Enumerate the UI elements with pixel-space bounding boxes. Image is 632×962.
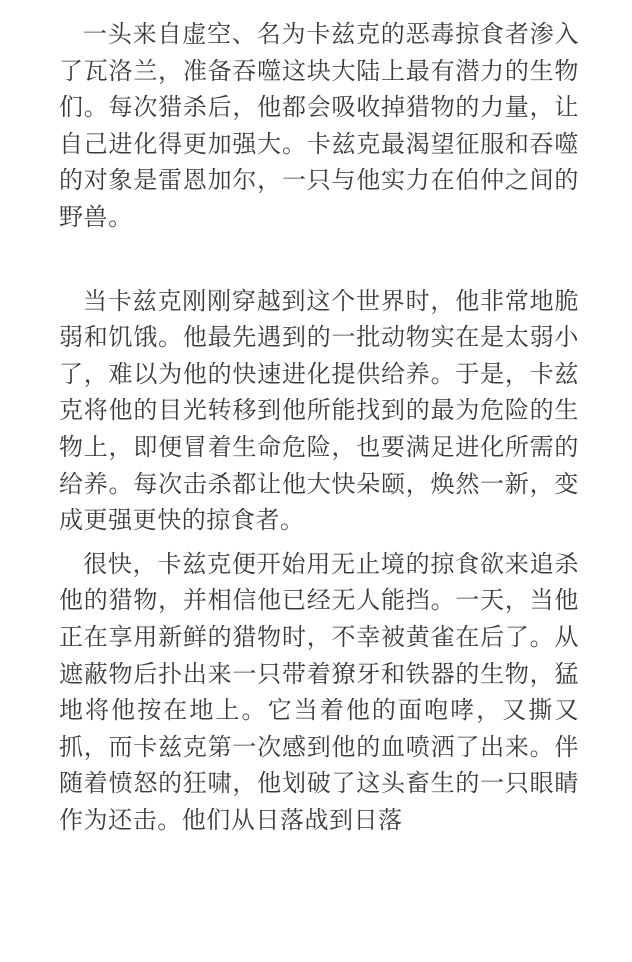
article-body <box>59 16 579 838</box>
paragraph-2: 当卡兹克刚刚穿越到这个世界时，他非常地脆弱和饥饿。他最先遇到的一批动物实在是太弱小了，难以为他的快速进化提供给养。于是，卡兹克将他的目光转移到他所能找到的最为危险的生物上，即便冒着生命危险，也要满足进化所需的给养。每次击杀都让他大快朵颐，焕然一新，变成更强更快的掠食者。 <box>59 286 579 535</box>
paragraph-1: 一头来自虚空、名为卡兹克的恶毒掠食者渗入了瓦洛兰，准备吞噬这块大陆上最有潜力的生物们。每次猎杀后，他都会吸收掉猎物的力量，让自己进化得更加强大。卡兹克最渴望征服和吞噬的对象是雷恩加尔，一只与他实力在伯仲之间的野兽。 <box>59 20 579 231</box>
paragraph-3: 很快，卡兹克便开始用无止境的掠食欲来追杀他的猎物，并相信他已经无人能挡。一天，当他正在享用新鲜的猎物时，不幸被黄雀在后了。从遮蔽物后扑出来一只带着獠牙和铁器的生物，猛地将他按在地上。它当着他的面咆哮，又撕又抓，而卡兹克第一次感到他的血喷洒了出来。伴随着愤怒的狂啸，他划破了这头畜生的一只眼睛作为还击。他们从日落战到日落 <box>59 549 579 834</box>
